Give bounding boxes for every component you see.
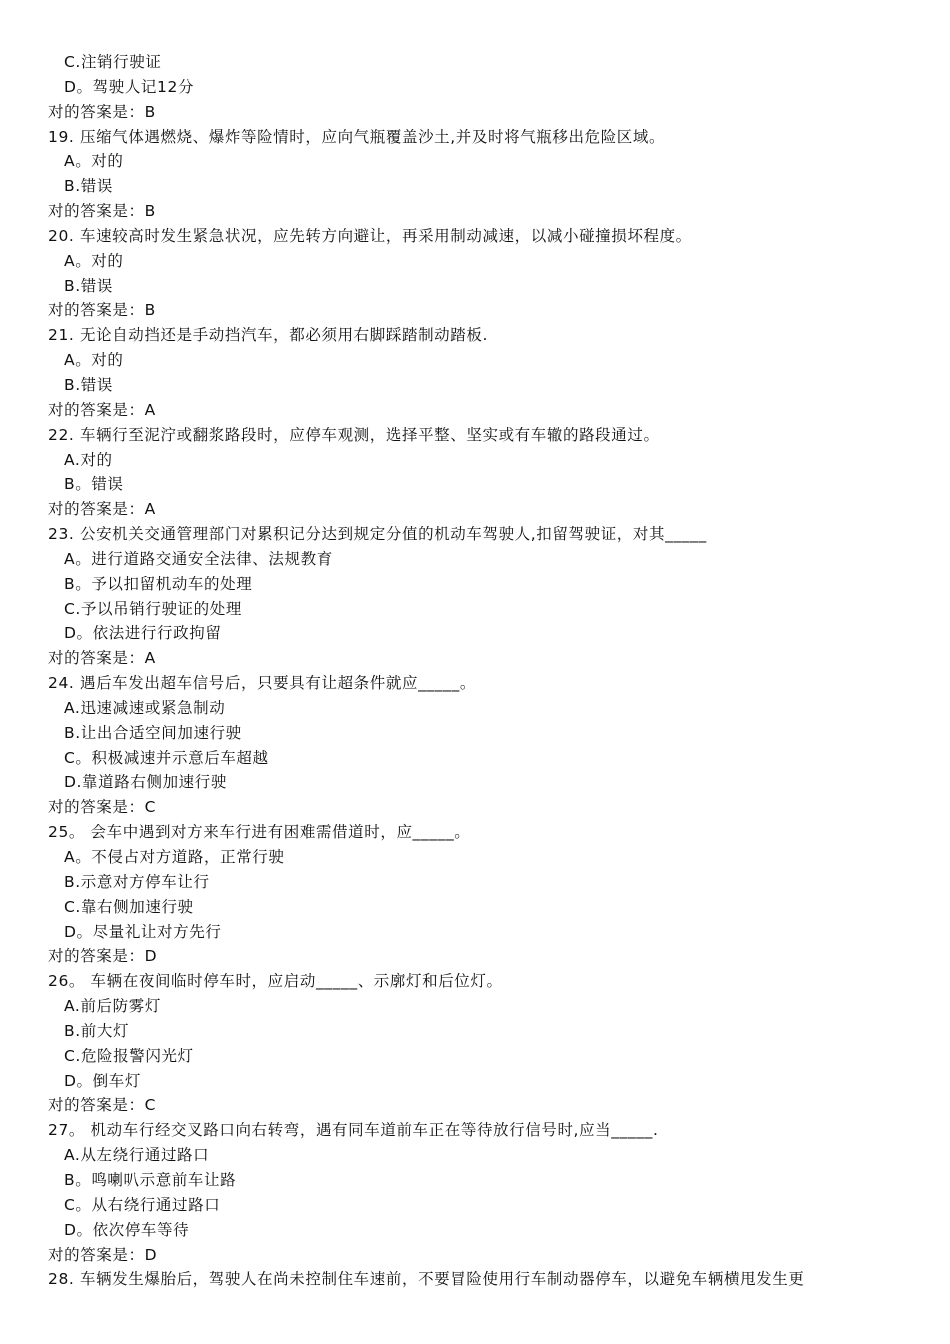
answer-option: D。尽量礼让对方先行 xyxy=(64,922,222,941)
answer-option: A.从左绕行通过路口 xyxy=(64,1146,210,1165)
question-text: 28. 车辆发生爆胎后，驾驶人在尚未控制住车速前，不要冒险使用行车制动器停车，以避免车辆横甩发生更 xyxy=(48,1270,805,1289)
answer-option: D。依次停车等待 xyxy=(64,1220,190,1239)
answer-option: A.前后防雾灯 xyxy=(64,997,161,1016)
question-text: 23. 公安机关交通管理部门对累积记分达到规定分值的机动车驾驶人,扣留驾驶证，对其_____ xyxy=(48,525,707,544)
correct-answer: 对的答案是：B xyxy=(48,301,156,320)
answer-option: A。对的 xyxy=(64,351,124,370)
question-text: 27。 机动车行经交叉路口向右转弯，遇有同车道前车正在等待放行信号时,应当_____. xyxy=(48,1121,659,1140)
answer-option: D。依法进行行政拘留 xyxy=(64,624,222,643)
correct-answer: 对的答案是：C xyxy=(48,1096,157,1115)
answer-option: C。积极减速并示意后车超越 xyxy=(64,748,269,767)
correct-answer: 对的答案是：C xyxy=(48,798,157,817)
question-text: 20. 车速较高时发生紧急状况，应先转方向避让，再采用制动减速，以减小碰撞损坏程度。 xyxy=(48,226,692,245)
answer-option: C.危险报警闪光灯 xyxy=(64,1046,194,1065)
correct-answer: 对的答案是：D xyxy=(48,947,158,966)
answer-option: B。鸣喇叭示意前车让路 xyxy=(64,1170,237,1189)
answer-option: A。对的 xyxy=(64,251,124,270)
answer-option: C.靠右侧加速行驶 xyxy=(64,897,194,916)
question-text: 24. 遇后车发出超车信号后，只要具有让超条件就应_____。 xyxy=(48,674,476,693)
correct-answer: 对的答案是：B xyxy=(48,102,156,121)
answer-option: B.错误 xyxy=(64,375,113,394)
answer-option: C.注销行驶证 xyxy=(64,53,162,71)
question-text: 21. 无论自动挡还是手动挡汽车，都必须用右脚踩踏制动踏板. xyxy=(48,326,489,345)
answer-option: C。从右绕行通过路口 xyxy=(64,1195,221,1214)
answer-option: B.示意对方停车让行 xyxy=(64,872,210,891)
answer-option: A.对的 xyxy=(64,450,113,469)
answer-option: B。错误 xyxy=(64,475,124,494)
answer-option: A。不侵占对方道路，正常行驶 xyxy=(64,848,285,866)
correct-answer: 对的答案是：A xyxy=(48,649,156,668)
correct-answer: 对的答案是：B xyxy=(48,202,156,221)
answer-option: D.靠道路右侧加速行驶 xyxy=(64,773,227,792)
answer-option: C.予以吊销行驶证的处理 xyxy=(64,599,242,618)
answer-option: B.让出合适空间加速行驶 xyxy=(64,723,242,742)
correct-answer: 对的答案是：A xyxy=(48,400,156,419)
answer-option: A。进行道路交通安全法律、法规教育 xyxy=(64,549,333,568)
question-text: 22. 车辆行至泥泞或翻浆路段时，应停车观测，选择平整、坚实或有车辙的路段通过。 xyxy=(48,425,660,444)
correct-answer: 对的答案是：A xyxy=(48,500,156,519)
correct-answer: 对的答案是：D xyxy=(48,1245,158,1264)
question-text: 26。 车辆在夜间临时停车时，应启动_____、示廓灯和后位灯。 xyxy=(48,972,503,991)
answer-option: D。驾驶人记12分 xyxy=(64,77,195,96)
answer-option: B.错误 xyxy=(64,276,113,295)
question-text: 25。 会车中遇到对方来车行进有困难需借道时，应_____。 xyxy=(48,823,471,842)
answer-option: A.迅速减速或紧急制动 xyxy=(64,698,226,717)
question-text: 19. 压缩气体遇燃烧、爆炸等险情时，应向气瓶覆盖沙土,并及时将气瓶移出危险区域。 xyxy=(48,127,666,146)
answer-option: B。予以扣留机动车的处理 xyxy=(64,574,253,593)
answer-option: A。对的 xyxy=(64,152,124,171)
document-page xyxy=(48,50,928,1292)
answer-option: B.错误 xyxy=(64,177,113,196)
answer-option: D。倒车灯 xyxy=(64,1071,141,1090)
answer-option: B.前大灯 xyxy=(64,1021,130,1040)
